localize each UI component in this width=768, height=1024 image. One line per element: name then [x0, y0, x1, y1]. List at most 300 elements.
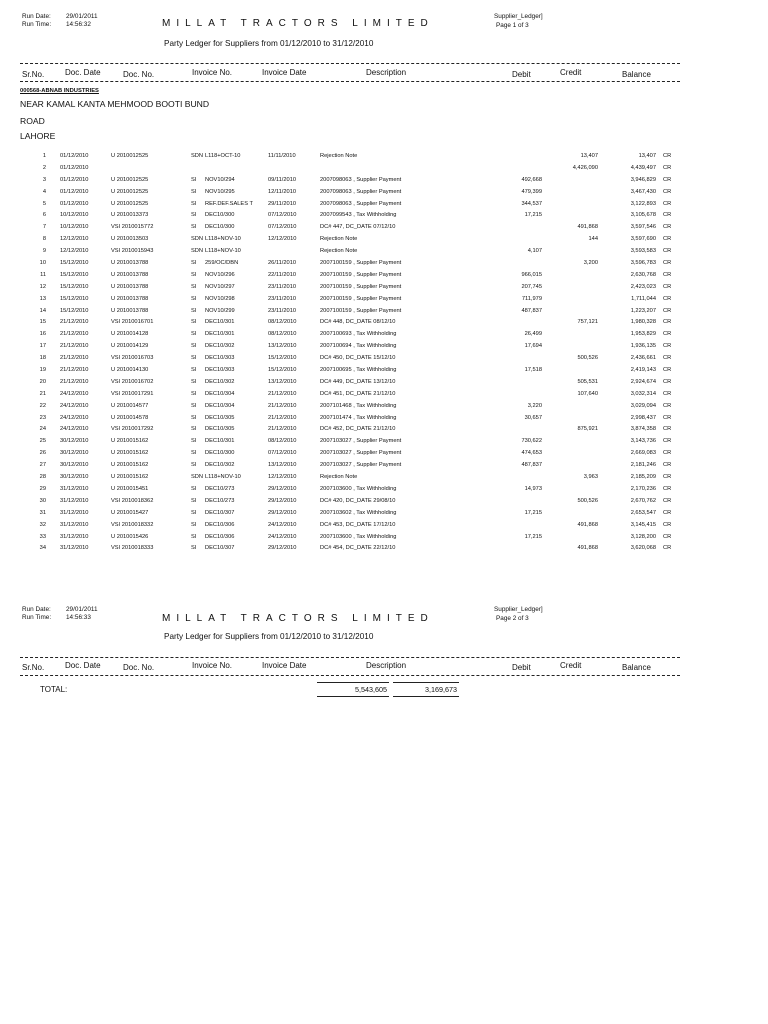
row-doc-date: 15/12/2010: [60, 260, 89, 267]
run-time-label: Run Time:: [22, 21, 52, 28]
table-row: [0, 295, 768, 307]
table-row: [0, 259, 768, 271]
row-invoice-no: REF.DEF.SALES T: [205, 200, 253, 207]
col-debit: Debit: [512, 70, 531, 79]
row-dr-cr: CR: [663, 295, 672, 302]
row-invoice-no: DEC10/304: [205, 402, 235, 409]
row-doc-type: SI: [191, 355, 197, 362]
row-sr-no: 1: [42, 153, 46, 159]
row-doc-no: VSI 2010015772: [111, 224, 154, 231]
row-sr-no: 23: [39, 414, 46, 421]
row-debit: 26,499: [524, 331, 542, 338]
row-debit: 14,973: [524, 485, 542, 492]
row-invoice-no: DEC10/303: [205, 355, 235, 362]
row-dr-cr: CR: [663, 474, 672, 481]
row-invoice-date: 15/12/2010: [268, 355, 297, 362]
row-balance: 3,128,200: [630, 533, 656, 540]
table-row: [0, 307, 768, 319]
row-invoice-no: DEC10/306: [205, 521, 235, 528]
row-doc-no: VSI 2010018333: [111, 545, 154, 552]
row-invoice-date: 24/12/2010: [268, 533, 297, 540]
row-sr-no: 7: [42, 224, 46, 231]
col-description: Description: [366, 68, 407, 77]
row-doc-date: 01/12/2010: [60, 176, 89, 183]
row-sr-no: 2: [42, 164, 46, 171]
row-credit: 491,868: [577, 224, 598, 231]
page2-col-debit: Debit: [512, 663, 531, 672]
row-invoice-date: 21/12/2010: [268, 426, 297, 433]
row-dr-cr: CR: [663, 545, 672, 552]
row-balance: 3,593,583: [630, 248, 656, 255]
row-credit: 757,121: [577, 319, 598, 326]
row-doc-no: U 2010013373: [111, 212, 149, 219]
row-sr-no: 10: [39, 260, 46, 267]
row-balance: 3,597,690: [630, 236, 656, 243]
row-doc-date: 24/12/2010: [60, 390, 89, 397]
row-invoice-no: DEC10/300: [205, 224, 235, 231]
table-row: [0, 521, 768, 533]
row-invoice-date: 13/12/2010: [268, 462, 297, 469]
row-doc-no: VSI 2010016701: [111, 319, 154, 326]
row-doc-type: SI: [191, 367, 197, 374]
row-invoice-date: 23/11/2010: [268, 307, 297, 314]
row-invoice-no: L118+NOV-10: [205, 236, 241, 243]
row-debit: 4,107: [527, 248, 542, 255]
table-row: [0, 378, 768, 390]
row-invoice-no: DEC10/300: [205, 212, 235, 219]
col-doc-no: Doc. No.: [123, 70, 155, 79]
row-invoice-no: DEC10/305: [205, 414, 235, 421]
page2-run-date-value: 29/01/2011: [66, 606, 98, 613]
row-invoice-no: DEC10/307: [205, 509, 235, 516]
row-doc-no: VSI 2010015943: [111, 248, 154, 255]
row-dr-cr: CR: [663, 176, 672, 183]
row-description: 2007103027 , Supplier Payment: [320, 462, 402, 469]
row-doc-type: SI: [191, 176, 197, 183]
table-row: [0, 235, 768, 247]
row-invoice-date: 21/12/2010: [268, 390, 297, 397]
row-invoice-date: 29/12/2010: [268, 509, 297, 516]
row-doc-type: SI: [191, 426, 197, 433]
row-credit: 491,868: [577, 545, 598, 552]
row-description: DC# 451, DC_DATE 21/12/10: [320, 390, 396, 397]
row-invoice-date: 08/12/2010: [268, 319, 297, 326]
row-doc-no: U 2010014128: [111, 331, 149, 338]
row-debit: 487,837: [521, 462, 542, 469]
row-dr-cr: CR: [663, 153, 672, 159]
col-invoice-no: Invoice No.: [192, 68, 233, 77]
row-doc-date: 15/12/2010: [60, 295, 89, 302]
row-doc-no: U 2010015427: [111, 509, 149, 516]
row-doc-date: 21/12/2010: [60, 367, 89, 374]
row-description: Rejection Note: [320, 236, 358, 243]
row-invoice-date: 12/11/2010: [268, 188, 297, 195]
ledger-rows: [0, 152, 768, 556]
row-doc-type: SI: [191, 485, 197, 492]
row-doc-date: 30/12/2010: [60, 438, 89, 445]
page2-col-sr-no: Sr.No.: [22, 663, 45, 672]
row-dr-cr: CR: [663, 307, 672, 314]
row-sr-no: 3: [42, 176, 46, 183]
row-credit: 3,963: [583, 474, 598, 481]
row-doc-date: 01/12/2010: [60, 200, 89, 207]
table-row: [0, 200, 768, 212]
row-dr-cr: CR: [663, 212, 672, 219]
row-dr-cr: CR: [663, 450, 672, 457]
table-row: [0, 473, 768, 485]
row-description: 2007100159 , Supplier Payment: [320, 307, 402, 314]
row-balance: 3,874,358: [630, 426, 656, 433]
row-sr-no: 31: [39, 509, 46, 516]
page2-col-credit: Credit: [560, 661, 582, 670]
col-credit: Credit: [560, 68, 582, 77]
row-description: 2007100695 , Tax Withholding: [320, 367, 397, 374]
row-invoice-date: 11/11/2010: [268, 153, 296, 159]
row-doc-no: U 2010013788: [111, 295, 149, 302]
row-sr-no: 34: [39, 545, 46, 552]
row-sr-no: 24: [39, 426, 46, 433]
table-row: [0, 402, 768, 414]
header-divider-bottom: [20, 81, 680, 82]
table-row: [0, 164, 768, 176]
table-row: [0, 425, 768, 437]
row-balance: 2,436,661: [630, 355, 656, 362]
page2-col-doc-date: Doc. Date: [65, 661, 101, 670]
row-balance: 1,711,044: [631, 295, 656, 302]
row-invoice-date: 09/11/2010: [268, 176, 297, 183]
row-description: DC# 452, DC_DATE 21/12/10: [320, 426, 396, 433]
row-doc-no: VSI 2010018332: [111, 521, 154, 528]
row-balance: 2,423,023: [630, 283, 656, 290]
row-invoice-no: L118+NOV-10: [205, 248, 241, 255]
row-dr-cr: CR: [663, 248, 672, 255]
row-dr-cr: CR: [663, 283, 672, 290]
row-dr-cr: CR: [663, 402, 672, 409]
row-balance: 2,669,083: [630, 450, 656, 457]
row-description: 2007103600 , Tax Withholding: [320, 533, 397, 540]
row-dr-cr: CR: [663, 485, 672, 492]
row-doc-date: 01/12/2010: [60, 153, 89, 159]
row-invoice-no: L118+NOV-10: [205, 474, 241, 481]
row-doc-type: SDN: [191, 153, 204, 159]
page2-col-invoice-date: Invoice Date: [262, 661, 307, 670]
row-doc-date: 21/12/2010: [60, 378, 89, 385]
row-doc-date: 30/12/2010: [60, 462, 89, 469]
row-debit: 492,668: [521, 176, 542, 183]
run-date-label: Run Date:: [22, 13, 51, 20]
row-invoice-no: 259/OC/DBN: [205, 260, 239, 267]
row-sr-no: 6: [42, 212, 46, 219]
row-doc-date: 15/12/2010: [60, 307, 89, 314]
row-dr-cr: CR: [663, 438, 672, 445]
row-dr-cr: CR: [663, 521, 672, 528]
row-description: DC# 453, DC_DATE 17/12/10: [320, 521, 396, 528]
row-invoice-date: 23/11/2010: [268, 295, 297, 302]
row-doc-type: SI: [191, 271, 197, 278]
total-debit: 5,543,605: [355, 685, 387, 694]
row-doc-date: 24/12/2010: [60, 402, 89, 409]
row-invoice-no: NOV10/297: [205, 283, 235, 290]
row-description: DC# 449, DC_DATE 13/12/10: [320, 378, 396, 385]
row-balance: 3,032,314: [630, 390, 656, 397]
page2-col-balance: Balance: [622, 663, 651, 672]
row-doc-type: SI: [191, 343, 197, 350]
page2-header-divider-bottom: [20, 675, 680, 676]
row-dr-cr: CR: [663, 224, 672, 231]
row-invoice-date: 24/12/2010: [268, 521, 297, 528]
row-doc-type: SI: [191, 438, 197, 445]
row-doc-type: SI: [191, 509, 197, 516]
row-dr-cr: CR: [663, 355, 672, 362]
row-doc-no: U 2010015162: [111, 450, 149, 457]
page2-col-invoice-no: Invoice No.: [192, 661, 233, 670]
row-description: Rejection Note: [320, 474, 358, 481]
row-doc-date: 10/12/2010: [60, 224, 89, 231]
row-balance: 3,145,415: [630, 521, 656, 528]
row-invoice-date: 21/12/2010: [268, 414, 297, 421]
row-invoice-no: DEC10/302: [205, 378, 235, 385]
row-invoice-no: NOV10/294: [205, 176, 235, 183]
row-debit: 344,537: [521, 200, 542, 207]
row-credit: 500,526: [577, 497, 598, 504]
row-description: DC# 447, DC_DATE 07/12/10: [320, 224, 396, 231]
row-balance: 1,953,829: [630, 331, 656, 338]
row-doc-date: 30/12/2010: [60, 474, 89, 481]
row-dr-cr: CR: [663, 319, 672, 326]
row-credit: 875,921: [577, 426, 598, 433]
row-sr-no: 19: [39, 367, 46, 374]
table-row: [0, 437, 768, 449]
row-dr-cr: CR: [663, 331, 672, 338]
table-row: [0, 414, 768, 426]
row-balance: 1,980,328: [630, 319, 656, 326]
row-doc-type: SI: [191, 224, 197, 231]
row-doc-date: 12/12/2010: [60, 248, 89, 255]
row-dr-cr: CR: [663, 390, 672, 397]
row-description: DC# 420, DC_DATE 29/08/10: [320, 497, 396, 504]
row-balance: 3,467,430: [630, 188, 656, 195]
row-doc-no: U 2010013788: [111, 283, 149, 290]
row-doc-date: 01/12/2010: [60, 188, 89, 195]
row-doc-no: U 2010012525: [111, 153, 149, 159]
row-sr-no: 30: [39, 497, 46, 504]
row-sr-no: 9: [42, 248, 46, 255]
row-description: 2007100693 , Tax Withholding: [320, 331, 397, 338]
row-balance: 2,670,762: [630, 497, 656, 504]
table-row: [0, 188, 768, 200]
row-debit: 487,837: [521, 307, 542, 314]
table-row: [0, 342, 768, 354]
row-description: 2007103027 , Supplier Payment: [320, 438, 402, 445]
row-debit: 966,015: [521, 271, 542, 278]
row-invoice-no: DEC10/302: [205, 462, 235, 469]
row-invoice-date: 08/12/2010: [268, 331, 297, 338]
total-credit: 3,169,673: [425, 685, 457, 694]
row-balance: 2,170,236: [630, 485, 656, 492]
row-description: 2007103600 , Tax Withholding: [320, 485, 397, 492]
row-description: 2007103027 , Supplier Payment: [320, 450, 402, 457]
row-sr-no: 27: [39, 462, 46, 469]
table-row: [0, 497, 768, 509]
row-invoice-date: 08/12/2010: [268, 438, 297, 445]
row-invoice-date: 29/12/2010: [268, 545, 297, 552]
row-credit: 144: [588, 236, 598, 243]
row-description: 2007101474 , Tax Withholding: [320, 414, 397, 421]
row-invoice-no: DEC10/301: [205, 331, 235, 338]
row-credit: 3,200: [583, 260, 598, 267]
row-doc-date: 15/12/2010: [60, 283, 89, 290]
page2-run-date-label: Run Date:: [22, 606, 51, 613]
row-invoice-date: 07/12/2010: [268, 212, 297, 219]
row-invoice-no: DEC10/306: [205, 533, 235, 540]
row-sr-no: 29: [39, 485, 46, 492]
row-invoice-date: 07/12/2010: [268, 450, 297, 457]
row-doc-type: SI: [191, 200, 197, 207]
row-credit: 4,426,090: [572, 164, 598, 171]
row-doc-type: SI: [191, 533, 197, 540]
row-description: 2007101468 , Tax Withholding: [320, 402, 397, 409]
table-row: [0, 354, 768, 366]
row-balance: 3,946,829: [630, 176, 656, 183]
total-credit-rule-bottom: [393, 696, 459, 697]
row-doc-type: SI: [191, 260, 197, 267]
row-doc-no: U 2010015451: [111, 485, 149, 492]
page2-col-doc-no: Doc. No.: [123, 663, 155, 672]
row-description: 2007098063 , Supplier Payment: [320, 200, 402, 207]
row-doc-date: 31/12/2010: [60, 497, 89, 504]
row-doc-no: U 2010014578: [111, 414, 149, 421]
total-label: TOTAL:: [40, 685, 68, 694]
row-invoice-no: NOV10/295: [205, 188, 235, 195]
row-invoice-no: DEC10/273: [205, 497, 235, 504]
row-sr-no: 32: [39, 521, 46, 528]
row-invoice-date: 29/11/2010: [268, 200, 297, 207]
row-invoice-no: NOV10/296: [205, 271, 235, 278]
report-id: Supplier_Ledger]: [494, 13, 543, 20]
row-doc-date: 21/12/2010: [60, 331, 89, 338]
row-doc-date: 12/12/2010: [60, 236, 89, 243]
page2-header-divider-top: [20, 657, 680, 658]
row-balance: 1,223,207: [630, 307, 656, 314]
row-invoice-date: 07/12/2010: [268, 224, 297, 231]
row-debit: 730,622: [521, 438, 542, 445]
row-description: Rejection Note: [320, 248, 358, 255]
row-debit: 474,653: [521, 450, 542, 457]
row-dr-cr: CR: [663, 533, 672, 540]
row-dr-cr: CR: [663, 426, 672, 433]
table-row: [0, 283, 768, 295]
col-sr-no: Sr.No.: [22, 70, 45, 79]
table-row: [0, 176, 768, 188]
row-dr-cr: CR: [663, 236, 672, 243]
row-sr-no: 20: [39, 378, 46, 385]
row-dr-cr: CR: [663, 343, 672, 350]
page2-report-subtitle: Party Ledger for Suppliers from 01/12/2010 to 31/12/2010: [164, 632, 374, 641]
row-invoice-date: 12/12/2010: [268, 236, 297, 243]
row-invoice-date: 29/12/2010: [268, 497, 297, 504]
row-sr-no: 14: [39, 307, 46, 314]
row-dr-cr: CR: [663, 271, 672, 278]
page2-report-id: Supplier_Ledger]: [494, 606, 543, 613]
row-invoice-no: DEC10/300: [205, 450, 235, 457]
row-doc-type: SI: [191, 545, 197, 552]
supplier-code-name: 000568-ABNAB INDUSTRIES: [20, 88, 99, 94]
table-row: [0, 485, 768, 497]
total-debit-rule-top: [317, 682, 389, 683]
col-doc-date: Doc. Date: [65, 68, 101, 77]
row-doc-date: 21/12/2010: [60, 319, 89, 326]
row-invoice-no: L118+OCT-10: [205, 153, 241, 159]
row-doc-no: U 2010014577: [111, 402, 149, 409]
row-doc-date: 31/12/2010: [60, 533, 89, 540]
row-balance: 3,597,546: [630, 224, 656, 231]
row-sr-no: 4: [42, 188, 46, 195]
row-invoice-no: DEC10/303: [205, 367, 235, 374]
row-debit: 207,745: [521, 283, 542, 290]
row-doc-no: U 2010015162: [111, 438, 149, 445]
row-dr-cr: CR: [663, 188, 672, 195]
row-invoice-date: 23/11/2010: [268, 283, 297, 290]
row-sr-no: 16: [39, 331, 46, 338]
row-description: 2007100159 , Supplier Payment: [320, 283, 402, 290]
row-description: 2007099543 , Tax Withholding: [320, 212, 397, 219]
row-credit: 13,407: [580, 153, 598, 159]
row-sr-no: 25: [39, 438, 46, 445]
row-sr-no: 21: [39, 390, 46, 397]
row-doc-no: U 2010012525: [111, 188, 149, 195]
row-balance: 2,419,143: [630, 367, 656, 374]
row-invoice-date: 29/12/2010: [268, 485, 297, 492]
table-row: [0, 318, 768, 330]
row-balance: 2,630,768: [630, 271, 656, 278]
row-description: Rejection Note: [320, 153, 358, 159]
page2-run-time-label: Run Time:: [22, 614, 52, 621]
row-doc-type: SI: [191, 307, 197, 314]
row-doc-type: SI: [191, 521, 197, 528]
supplier-city: LAHORE: [20, 131, 56, 141]
row-invoice-date: 12/12/2010: [268, 474, 297, 481]
row-balance: 4,439,497: [630, 164, 656, 171]
row-balance: 2,998,437: [630, 414, 656, 421]
row-description: DC# 448, DC_DATE 08/12/10: [320, 319, 396, 326]
row-doc-no: VSI 2010017291: [111, 390, 154, 397]
row-description: 2007098063 , Supplier Payment: [320, 176, 402, 183]
row-doc-date: 01/12/2010: [60, 164, 89, 171]
row-doc-no: U 2010013503: [111, 236, 149, 243]
table-row: [0, 211, 768, 223]
row-dr-cr: CR: [663, 497, 672, 504]
row-credit: 491,868: [577, 521, 598, 528]
row-doc-no: U 2010014130: [111, 367, 149, 374]
row-doc-date: 10/12/2010: [60, 212, 89, 219]
table-row: [0, 509, 768, 521]
row-balance: 3,143,736: [630, 438, 656, 445]
row-dr-cr: CR: [663, 509, 672, 516]
row-doc-date: 30/12/2010: [60, 450, 89, 457]
table-row: [0, 152, 768, 164]
row-doc-type: SI: [191, 188, 197, 195]
row-invoice-date: 15/12/2010: [268, 367, 297, 374]
row-doc-no: VSI 2010016702: [111, 378, 154, 385]
row-dr-cr: CR: [663, 164, 672, 171]
row-balance: 1,936,135: [630, 343, 656, 350]
row-sr-no: 22: [39, 402, 46, 409]
row-credit: 107,640: [577, 390, 598, 397]
page2-col-description: Description: [366, 661, 407, 670]
row-doc-date: 31/12/2010: [60, 545, 89, 552]
row-doc-no: VSI 2010017292: [111, 426, 154, 433]
page2-page-number: Page 2 of 3: [496, 615, 529, 622]
